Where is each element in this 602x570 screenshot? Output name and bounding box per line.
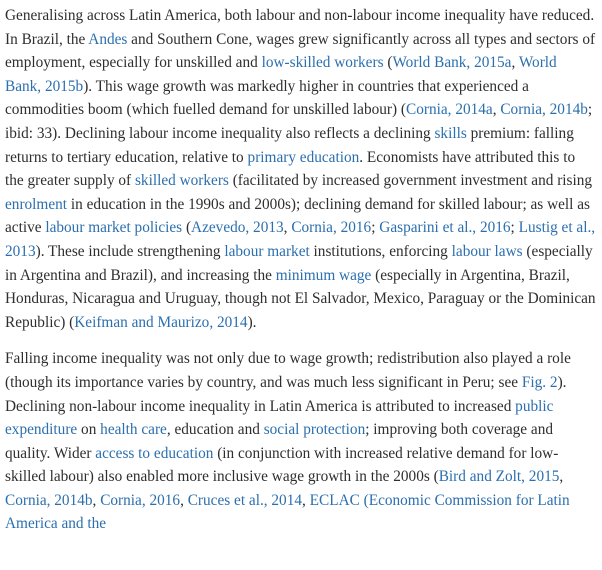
citation-link[interactable]: social protection xyxy=(263,421,366,439)
body-text: , xyxy=(283,219,292,237)
citation-link[interactable]: skilled workers xyxy=(134,172,229,190)
body-text: ; xyxy=(371,219,380,237)
citation-link[interactable]: enrolment xyxy=(5,195,68,213)
citation-link[interactable]: World Bank, 2015b xyxy=(5,54,557,95)
citation-link[interactable]: primary education xyxy=(247,148,360,166)
body-text: ( xyxy=(383,54,393,72)
paragraph-1 xyxy=(5,4,596,334)
body-text: premium: falling returns to tertiary education, relative to xyxy=(5,124,574,166)
body-text: ; xyxy=(510,219,519,237)
citation-link[interactable]: Cornia, 2016 xyxy=(291,219,372,237)
body-text: ). Declining non-labour income inequality in Latin America is attributed to increased xyxy=(5,373,567,415)
body-text: (especially in Argentina and Brazil), and increasing the xyxy=(5,242,593,284)
citation-link[interactable]: minimum wage xyxy=(275,266,372,284)
citation-link[interactable]: Fig. 2 xyxy=(521,373,558,391)
citation-link[interactable]: skills xyxy=(434,124,467,142)
body-text: ). This wage growth was markedly higher in countries that experienced a commodities boom (which fuelled demand for unskilled labour) ( xyxy=(5,77,529,119)
citation-link[interactable]: Andes xyxy=(88,30,128,48)
body-text: , xyxy=(559,468,564,486)
citation-link[interactable]: low-skilled workers xyxy=(261,54,384,72)
body-text: ; improving both coverage and quality. Wider xyxy=(5,421,553,462)
citation-link[interactable]: Gasparini et al., 2016 xyxy=(379,219,511,237)
body-text: ; ibid: 33). Declining labour income inequality also reflects a declining xyxy=(5,101,593,142)
citation-link[interactable]: Keifman and Maurizo, 2014 xyxy=(74,313,248,331)
body-text: Falling income inequality was not only due to wage growth; redistribution also played a role (though its importance varies by country, and was much less significant in Peru; see xyxy=(5,350,571,391)
citation-link[interactable]: Azevedo, 2013 xyxy=(191,219,284,237)
citation-link[interactable]: Bird and Zolt, 2015 xyxy=(438,468,560,486)
citation-link[interactable]: labour market xyxy=(224,242,310,260)
body-text: (especially in Argentina, Brazil, Honduras, Nicaragua and Uruguay, though not El Salvador, Mexico, Paraguay or the Dominican Republic) ( xyxy=(5,266,596,331)
body-text: , xyxy=(511,54,519,72)
citation-link[interactable]: ECLAC (Economic Commission for Latin America and the xyxy=(5,491,570,533)
citation-link[interactable]: health care xyxy=(100,421,167,439)
body-text: institutions, enforcing xyxy=(309,242,452,260)
body-text: . Economists have attributed this to the greater supply of xyxy=(5,148,576,190)
body-text: , xyxy=(180,491,188,509)
body-text: (in conjunction with increased relative demand for low-skilled labour) also enabled more inclusive wage growth in the 2000s ( xyxy=(5,444,559,486)
citation-link[interactable]: Cornia, 2016 xyxy=(100,491,181,509)
body-text: , xyxy=(302,491,310,509)
body-text: (facilitated by increased government investment and rising xyxy=(228,172,593,190)
body-text: and Southern Cone, wages grew significantly across all types and sectors of employment, especially for unskilled and xyxy=(5,30,596,72)
citation-link[interactable]: Lustig et al., 2013 xyxy=(5,219,596,260)
citation-link[interactable]: labour laws xyxy=(451,242,523,260)
body-text: , education and xyxy=(166,421,264,439)
body-text: in education in the 1990s and 2000s); declining demand for skilled labour; as well as active xyxy=(5,195,590,237)
citation-link[interactable]: Cornia, 2014b xyxy=(5,491,93,509)
citation-link[interactable]: Cornia, 2014a xyxy=(406,101,493,119)
body-text: Generalising across Latin America, both labour and non-labour income inequality have reduced. In Brazil, the xyxy=(5,7,595,48)
body-text: ). xyxy=(247,313,257,331)
body-text: , xyxy=(492,101,501,119)
citation-link[interactable]: public expenditure xyxy=(5,397,554,439)
citation-link[interactable]: access to education xyxy=(95,444,214,462)
body-text: , xyxy=(92,491,101,509)
citation-link[interactable]: World Bank, 2015a xyxy=(392,54,512,72)
citation-link[interactable]: labour market policies xyxy=(45,219,183,237)
body-text: ). These include strengthening xyxy=(35,242,225,260)
body-text: on xyxy=(77,421,101,439)
paragraph-2 xyxy=(5,347,596,536)
citation-link[interactable]: Cruces et al., 2014 xyxy=(187,491,303,509)
citation-link[interactable]: Cornia, 2014b xyxy=(500,101,588,119)
body-text: ( xyxy=(182,219,192,237)
